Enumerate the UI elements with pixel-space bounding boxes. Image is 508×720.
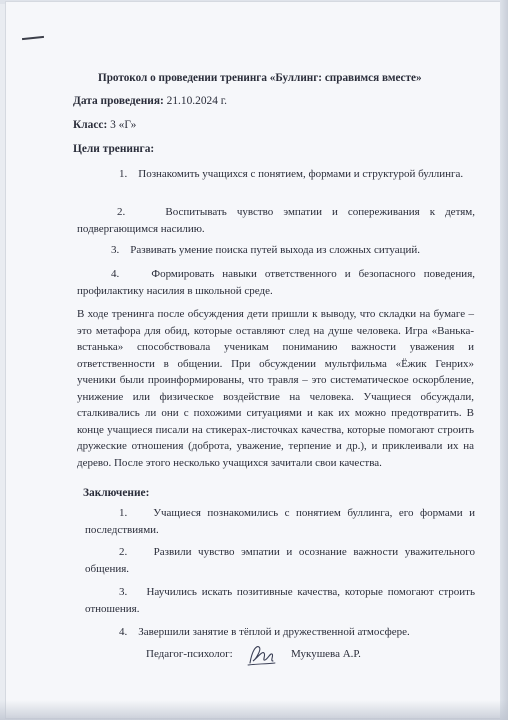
goal-text: Развивать умение поиска путей выхода из сложных ситуаций. (130, 244, 421, 256)
goal-number: 3. (111, 244, 120, 256)
conclusion-text: Завершили занятие в тёплой и дружественной атмосфере. (138, 626, 410, 638)
conclusion-item-4 (85, 624, 475, 641)
goal-number: 2. (117, 206, 126, 218)
summary-paragraph: В ходе тренинга после обсуждения дети пришли к выводу, что складки на бумаге – это метафора для обид, которые оставляют след на душе человека. Игра «Ванька-встанька» способствовала ученикам пониманию важности уважения и ответственности в общении. При обсуждении мультфильма «Ёжик Генрих» ученики были проинформированы, что травля – это систематическое оскорбление, унижение или физическое воздействие на человека. Учащиеся обсуждали, сталкивались ли они с похожими ситуациями и как их можно предотвратить. В конце учащиеся писали на стикерах-листочках качества, которые помогают строить дружеские отношения (доброта, уважение, терпение и др.), и приклеивали их на дерево. После этого несколько учащихся зачитали свои качества. (77, 308, 474, 469)
date-label: Дата проведения: (73, 95, 164, 107)
goals-heading: Цели тренинга: (73, 143, 155, 155)
conclusion-number: 2. (119, 546, 128, 558)
document-title: Протокол о проведении тренинга «Буллинг: справимся вместе» (98, 72, 422, 84)
handwritten-signature-icon (244, 641, 278, 669)
conclusion-number: 1. (119, 507, 128, 519)
class-label: Класс: (73, 119, 108, 131)
goal-text: Воспитывать чувство эмпатии и сопереживания к детям, подвергающимся насилию. (77, 206, 476, 235)
signature-role: Педагог-психолог: (146, 648, 233, 660)
signature-name: Мукушева А.Р. (291, 648, 361, 660)
conclusion-text: Учащиеся познакомились с понятием буллинга, его формами и последствиями. (85, 507, 475, 536)
date-row (73, 95, 227, 108)
goal-item-3 (77, 242, 475, 259)
conclusion-item-2 (85, 544, 475, 578)
date-value: 21.10.2024 г. (166, 95, 227, 107)
conclusion-text: Научились искать позитивные качества, которые помогают строить отношения. (85, 586, 475, 615)
goal-text: Формировать навыки ответственного и безопасного поведения, профилактику насилия в школьной среде. (77, 268, 476, 297)
goal-item-1 (77, 166, 475, 183)
goal-number: 4. (111, 268, 120, 280)
conclusion-heading: Заключение: (83, 487, 150, 499)
conclusion-text: Развили чувство эмпатии и осознание важности уважительного общения. (85, 546, 475, 575)
scan-right-edge (500, 0, 508, 720)
conclusion-number: 3. (119, 586, 128, 598)
scan-bottom-shadow (0, 700, 508, 720)
goal-item-2 (77, 204, 475, 238)
conclusion-item-1 (85, 505, 475, 539)
goal-number: 1. (119, 168, 128, 180)
class-row (73, 119, 136, 132)
goal-text: Познакомить учащихся с понятием, формами и структурой буллинга. (138, 168, 464, 180)
class-value: 3 «Г» (110, 119, 137, 131)
conclusion-number: 4. (119, 626, 128, 638)
goal-item-4 (77, 266, 475, 300)
conclusion-item-3 (85, 584, 475, 618)
